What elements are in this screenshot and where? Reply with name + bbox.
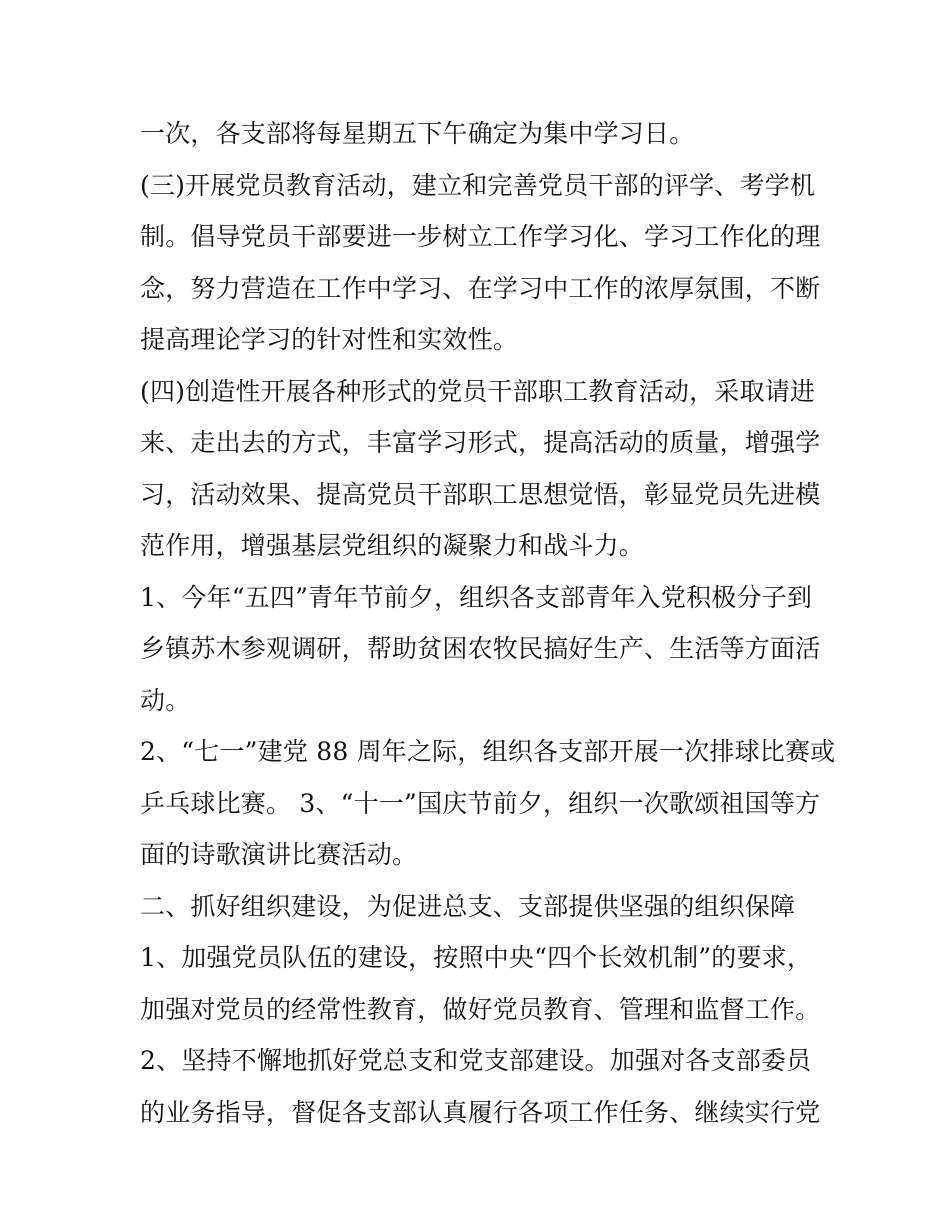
text-line: 范作用，增强基层党组织的凝聚力和战斗力。 [140,531,645,560]
text-line: 1、加强党员队伍的建设，按照中央“四个长效机制”的要求， [140,943,813,972]
body-text [140,108,836,1138]
text-line: 乒乓球比赛。 3、“十一”国庆节前夕，组织一次歌颂祖国等方 [140,788,821,818]
text-line: (三)开展党员教育活动，建立和完善党员干部的评学、考学机 [140,170,816,200]
text-line: 制。倡导党员干部要进一步树立工作学习化、学习工作化的理 [140,222,821,251]
text-line: (四)创造性开展各种形式的党员干部职工教育活动，采取请进 [140,376,816,406]
text-line: 提高理论学习的针对性和实效性。 [140,325,519,354]
section-heading: 二、抓好组织建设，为促进总支、支部提供坚强的组织保障 [140,891,796,921]
text-line: 1、今年“五四”青年节前夕，组织各支部青年入党积极分子到 [140,582,813,612]
text-line: 2、坚持不懈地抓好党总支和党支部建设。加强对各支部委员 [140,1046,812,1075]
text-line: 2、“七一”建党 88 周年之际，组织各支部开展一次排球比赛或 [140,737,836,766]
text-line: 来、走出去的方式，丰富学习形式，提高活动的质量，增强学 [140,428,821,457]
text-line: 乡镇苏木参观调研，帮助贫困农牧民搞好生产、生活等方面活 [140,634,821,663]
text-line: 的业务指导，督促各支部认真履行各项工作任务、继续实行党 [140,1097,821,1127]
text-line: 一次，各支部将每星期五下午确定为集中学习日。 [140,119,695,148]
text-line: 面的诗歌演讲比赛活动。 [140,840,418,869]
text-line: 动。 [140,685,191,715]
text-line: 念，努力营造在工作中学习、在学习中工作的浓厚氛围，不断 [140,273,821,303]
text-line: 习，活动效果、提高党员干部职工思想觉悟，彰显党员先进模 [140,479,821,509]
text-line: 加强对党员的经常性教育，做好党员教育、管理和监督工作。 [140,994,821,1024]
